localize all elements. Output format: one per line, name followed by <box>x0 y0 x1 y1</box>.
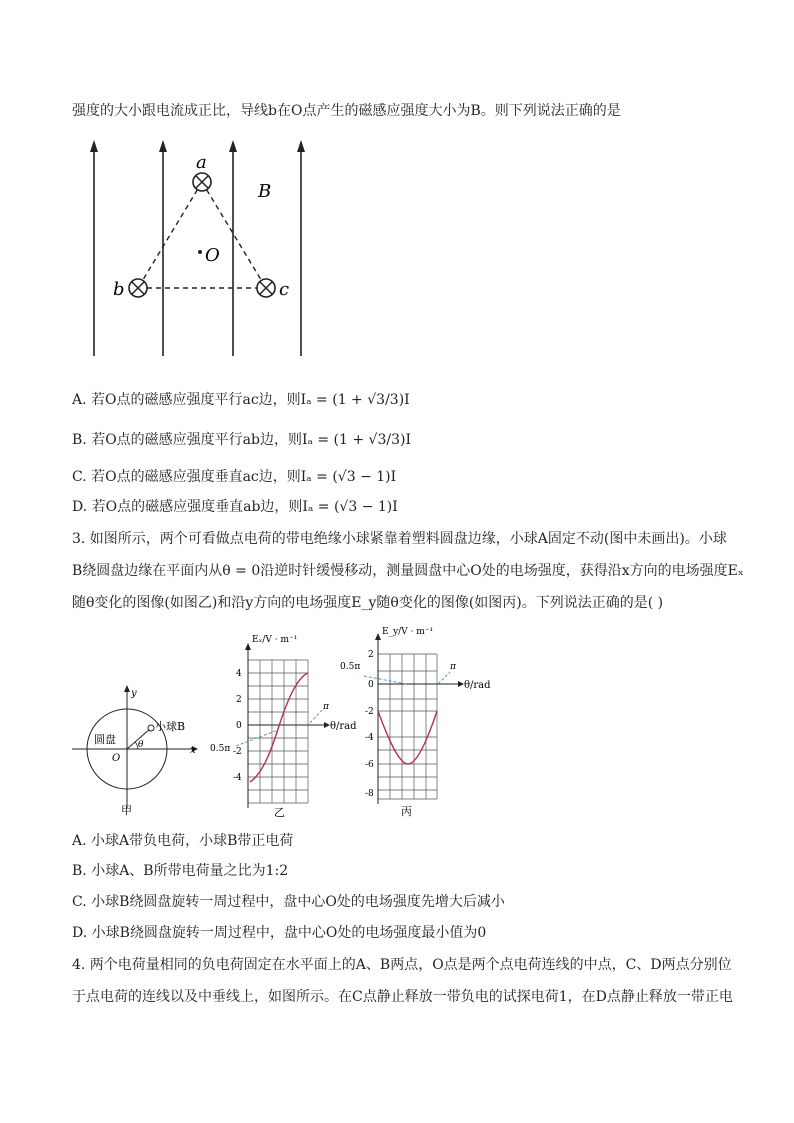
q3-line-3: 随θ变化的图像(如图乙)和沿y方向的电场强度E_y随θ变化的图像(如图丙)。下列说法正确的是( ) <box>72 595 664 611</box>
label-O: O <box>205 245 220 266</box>
ylabel: Eₓ/V · m⁻¹ <box>252 635 298 645</box>
label-B: B <box>258 181 272 202</box>
tick-0: 0 <box>368 680 374 690</box>
intro-line: 强度的大小跟电流成正比，导线b在O点产生的磁感应强度大小为B。则下列说法正确的是 <box>72 103 621 119</box>
q3-option-d: D. 小球B绕圆盘旋转一周过程中，盘中心O处的电场强度最小值为0 <box>72 925 487 941</box>
q3-line-1: 3. 如图所示，两个可看做点电荷的带电绝缘小球紧靠着塑料圆盘边缘，小球A固定不动(图中未画出)。小球 <box>72 531 727 547</box>
q3-option-b: B. 小球A、B所带电荷量之比为1:2 <box>72 863 289 879</box>
xlabel: θ/rad <box>330 721 357 732</box>
caption-jia: 甲 <box>121 804 132 817</box>
q3-option-c: C. 小球B绕圆盘旋转一周过程中，盘中心O处的电场强度先增大后减小 <box>72 894 505 910</box>
magnetic-field-figure <box>80 138 320 360</box>
label-y: y <box>131 688 137 699</box>
tick-neg2: -2 <box>365 707 374 717</box>
wire-c-icon <box>257 279 275 297</box>
caption-yi: 乙 <box>274 806 285 819</box>
tick-neg2: -2 <box>233 747 242 757</box>
wire-a-icon <box>193 173 211 191</box>
label-half-pi: 0.5π <box>340 662 361 672</box>
q2-option-c: C. 若O点的磁感应强度垂直ac边，则Iₐ = (√3 − 1)I <box>72 469 397 485</box>
figure-jia <box>68 684 208 820</box>
q4-line-2: 于点电荷的连线以及中垂线上，如图所示。在C点静止释放一带负电的试探电荷1，在D点静止释放一带正电 <box>72 989 733 1005</box>
q3-line-2: B绕圆盘边缘在平面内从θ = 0沿逆时针缓慢移动，测量圆盘中心O处的电场强度，获得沿x方向的电场强度Eₓ <box>72 563 744 579</box>
wire-b-icon <box>129 279 147 297</box>
tick-0: 0 <box>236 721 242 731</box>
ylabel: E_y/V · m⁻¹ <box>382 627 434 637</box>
tick-neg6: -6 <box>365 760 374 770</box>
label-a: a <box>196 152 207 173</box>
q2-option-b: B. 若O点的磁感应强度平行ab边，则Iₐ = (1 + √3/3)I <box>72 432 411 448</box>
xlabel: θ/rad <box>464 680 491 691</box>
label-pi: π <box>450 662 456 672</box>
label-b: b <box>113 279 125 300</box>
label-disk: 圆盘 <box>94 733 116 746</box>
label-pi: π <box>323 702 329 712</box>
tick-2: 2 <box>368 650 374 660</box>
label-x: x <box>190 745 196 756</box>
label-ball: 小球B <box>155 720 186 733</box>
ey-curve <box>378 711 437 764</box>
q4-line-1: 4. 两个电荷量相同的负电荷固定在水平面上的A、B两点，O点是两个点电荷连线的中点，C、D两点分别位 <box>72 957 732 973</box>
q2-option-a: A. 若O点的磁感应强度平行ac边，则Iₐ = (1 + √3/3)I <box>72 392 410 408</box>
tick-neg8: -8 <box>365 789 374 799</box>
label-half-pi: 0.5π <box>210 744 231 754</box>
q3-option-a: A. 小球A带负电荷，小球B带正电荷 <box>72 833 294 849</box>
ex-curve <box>250 673 308 782</box>
label-O: O <box>112 753 121 764</box>
label-theta: θ <box>138 740 144 750</box>
q2-option-d: D. 若O点的磁感应强度垂直ab边，则Iₐ = (√3 − 1)I <box>72 499 398 515</box>
tick-neg4: -4 <box>233 773 242 783</box>
caption-bing: 丙 <box>401 805 412 818</box>
figure-bing <box>338 624 508 820</box>
tick-2: 2 <box>236 695 242 705</box>
tick-4: 4 <box>236 669 242 679</box>
tick-neg4: -4 <box>365 733 374 743</box>
label-c: c <box>279 279 290 300</box>
